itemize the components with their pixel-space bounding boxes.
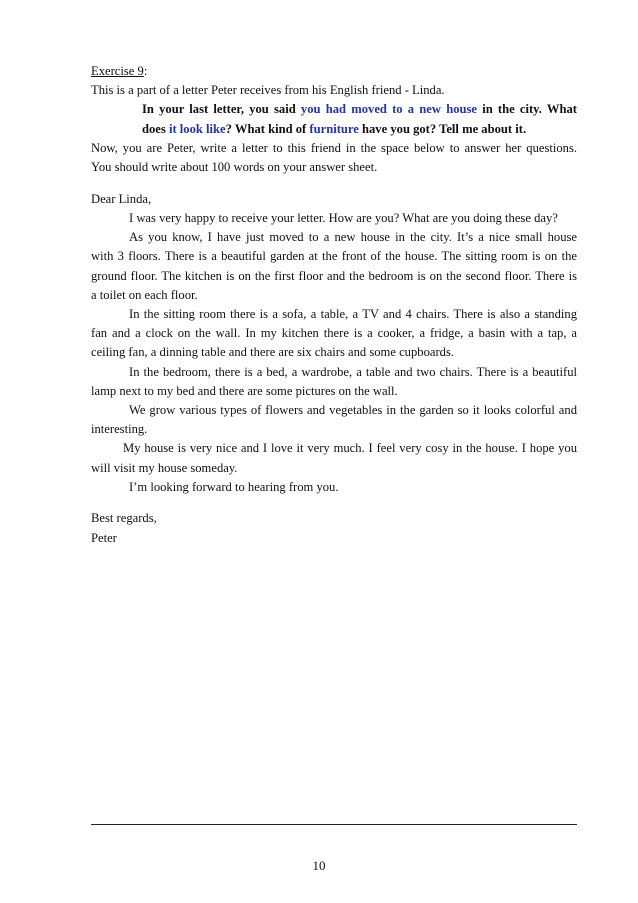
quote-text: have you got? Tell me about it. bbox=[358, 121, 527, 136]
letter-paragraph-1: I was very happy to receive your letter. How are you? What are you doing these day? bbox=[129, 210, 558, 225]
footer-divider bbox=[91, 824, 577, 825]
letter-paragraph-5-line-1: We grow various types of flowers and vegetables in the garden so it looks colorful and bbox=[129, 402, 577, 417]
letter-paragraph-7: I’m looking forward to hearing from you. bbox=[129, 479, 339, 494]
page-content bbox=[91, 62, 577, 548]
instructions-line-2: You should write about 100 words on your answer sheet. bbox=[91, 160, 378, 175]
letter-paragraph-4-line-2: lamp next to my bed and there are some pictures on the wall. bbox=[91, 383, 398, 398]
instructions-line-1: Now, you are Peter, write a letter to this friend in the space below to answer her questions. bbox=[91, 140, 577, 155]
quote-highlight: furniture bbox=[309, 121, 359, 136]
letter-paragraph-2-line-4: a toilet on each floor. bbox=[91, 287, 198, 302]
letter-paragraph-6-line-1: My house is very nice and I love it very much. I feel very cosy in the house. I hope you bbox=[123, 441, 577, 456]
letter-paragraph-5-line-2: interesting. bbox=[91, 422, 148, 437]
page-number: 10 bbox=[312, 858, 326, 873]
quoted-letter-line-1 bbox=[91, 100, 577, 119]
letter-paragraph-3-line-3: ceiling fan, a dinning table and there are six chairs and some cupboards. bbox=[91, 345, 454, 360]
quote-highlight: it look like bbox=[168, 121, 226, 136]
exercise-intro: This is a part of a letter Peter receives from his English friend - Linda. bbox=[91, 83, 445, 98]
spacer bbox=[91, 497, 577, 510]
letter-greeting: Dear Linda, bbox=[91, 191, 152, 206]
quote-text: In your last letter, you said bbox=[142, 102, 301, 117]
quote-highlight: you had moved to a new house bbox=[300, 102, 477, 117]
letter-paragraph-2-line-2: with 3 floors. There is a beautiful garden at the front of the house. The sitting room is on the bbox=[91, 249, 577, 264]
quote-text: ? What kind of bbox=[225, 121, 310, 136]
quote-text: does bbox=[142, 121, 169, 136]
letter-paragraph-2-line-3: ground floor. The kitchen is on the first floor and the bedroom is on the second floor. There is bbox=[91, 268, 577, 283]
letter-signature: Peter bbox=[91, 530, 117, 545]
quote-text: in the city. What bbox=[477, 102, 577, 117]
letter-paragraph-6-line-2: will visit my house someday. bbox=[91, 460, 238, 475]
letter-paragraph-3-line-1: In the sitting room there is a sofa, a table, a TV and 4 chairs. There is also a standing bbox=[129, 306, 577, 321]
quoted-letter-line-2 bbox=[91, 120, 577, 139]
exercise-title: Exercise 9 bbox=[91, 64, 144, 78]
exercise-heading bbox=[91, 62, 577, 81]
exercise-title-colon: : bbox=[143, 64, 148, 78]
spacer bbox=[91, 177, 577, 190]
letter-paragraph-3-line-2: fan and a clock on the wall. In my kitchen there is a cooker, a fridge, a basin with a tap, a bbox=[91, 326, 577, 341]
letter-closing: Best regards, bbox=[91, 511, 157, 526]
letter-paragraph-2-line-1: As you know, I have just moved to a new house in the city. It’s a nice small house bbox=[129, 230, 577, 245]
letter-paragraph-4-line-1: In the bedroom, there is a bed, a wardrobe, a table and two chairs. There is a beautiful bbox=[129, 364, 577, 379]
